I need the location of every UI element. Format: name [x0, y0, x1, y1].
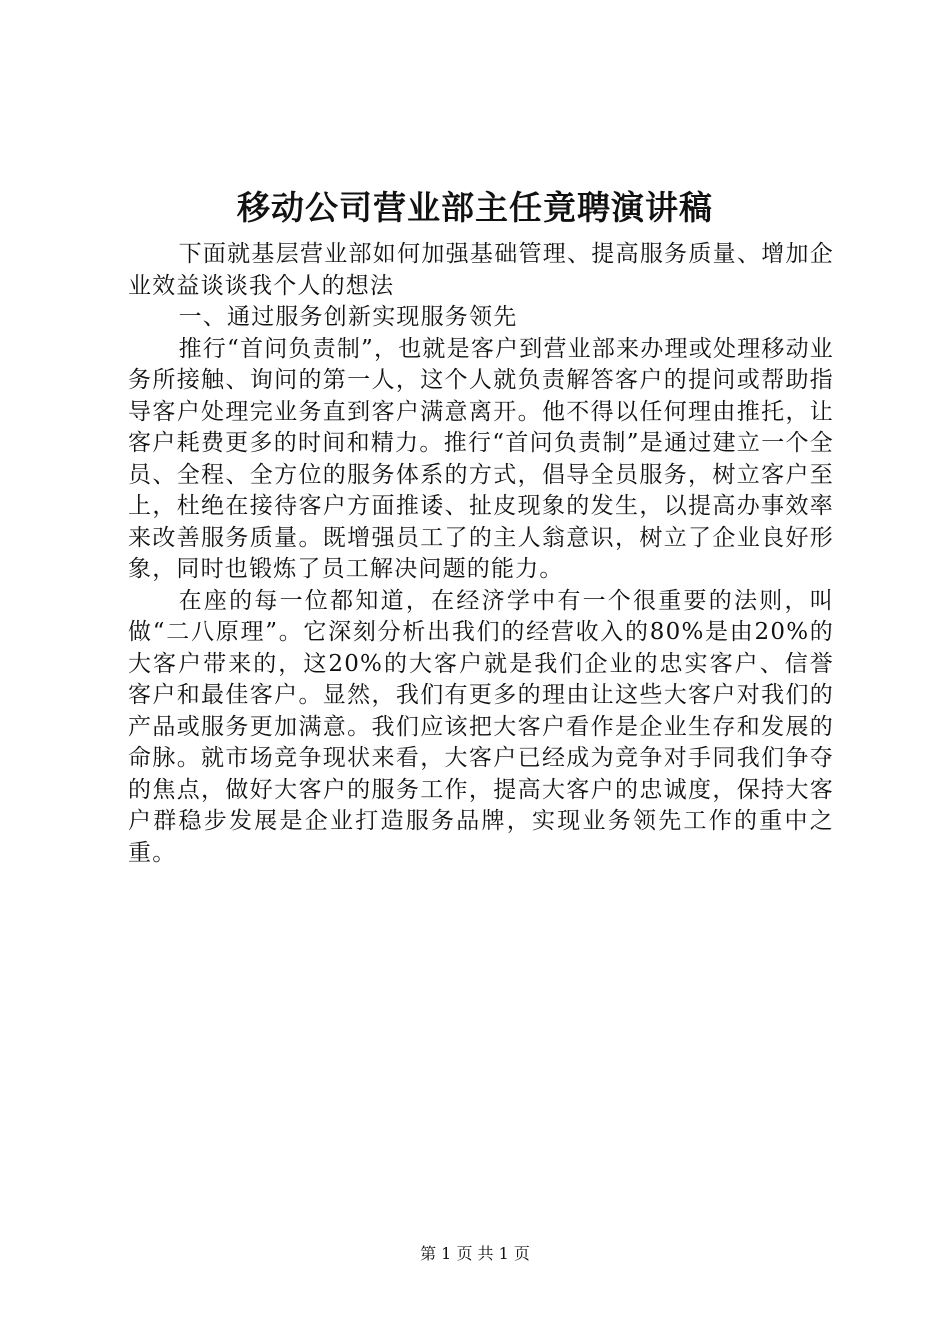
paragraph-intro: 下面就基层营业部如何加强基础管理、提高服务质量、增加企业效益谈谈我个人的想法: [128, 241, 834, 299]
document-title: 移动公司营业部主任竟聘演讲稿: [237, 188, 713, 227]
document-body: [128, 239, 834, 869]
page-footer: 第 1 页 共 1 页: [420, 1244, 530, 1263]
section-heading: 一、通过服务创新实现服务领先: [178, 304, 518, 330]
paragraph-pareto: 在座的每一位都知道，在经济学中有一个很重要的法则，叫做“二八原理”。它深刻分析出我们的经营收入的80%是由20%的大客户带来的，这20%的大客户就是我们企业的忠实客户、信誉客户和最佳客户。显然，我们有更多的理由让这些大客户对我们的产品或服务更加满意。我们应该把大客户看作是企业生存和发展的命脉。就市场竞争现状来看，大客户已经成为竞争对手同我们争夺的焦点，做好大客户的服务工作，提高大客户的忠诚度，保持大客户群稳步发展是企业打造服务品牌，实现业务领先工作的重中之重。: [128, 587, 834, 866]
paragraph-first-contact: 推行“首问负责制”，也就是客户到营业部来办理或处理移动业务所接触、询问的第一人，这个人就负责解答客户的提问或帮助指导客户处理完业务直到客户满意离开。他不得以任何理由推托，让客户耗费更多的时间和精力。推行“首问负责制”是通过建立一个全员、全程、全方位的服务体系的方式，倡导全员服务，树立客户至上，杜绝在接待客户方面推诿、扯皮现象的发生，以提高办事效率来改善服务质量。既增强员工了的主人翁意识，树立了企业良好形象，同时也锻炼了员工解决问题的能力。: [128, 335, 834, 582]
